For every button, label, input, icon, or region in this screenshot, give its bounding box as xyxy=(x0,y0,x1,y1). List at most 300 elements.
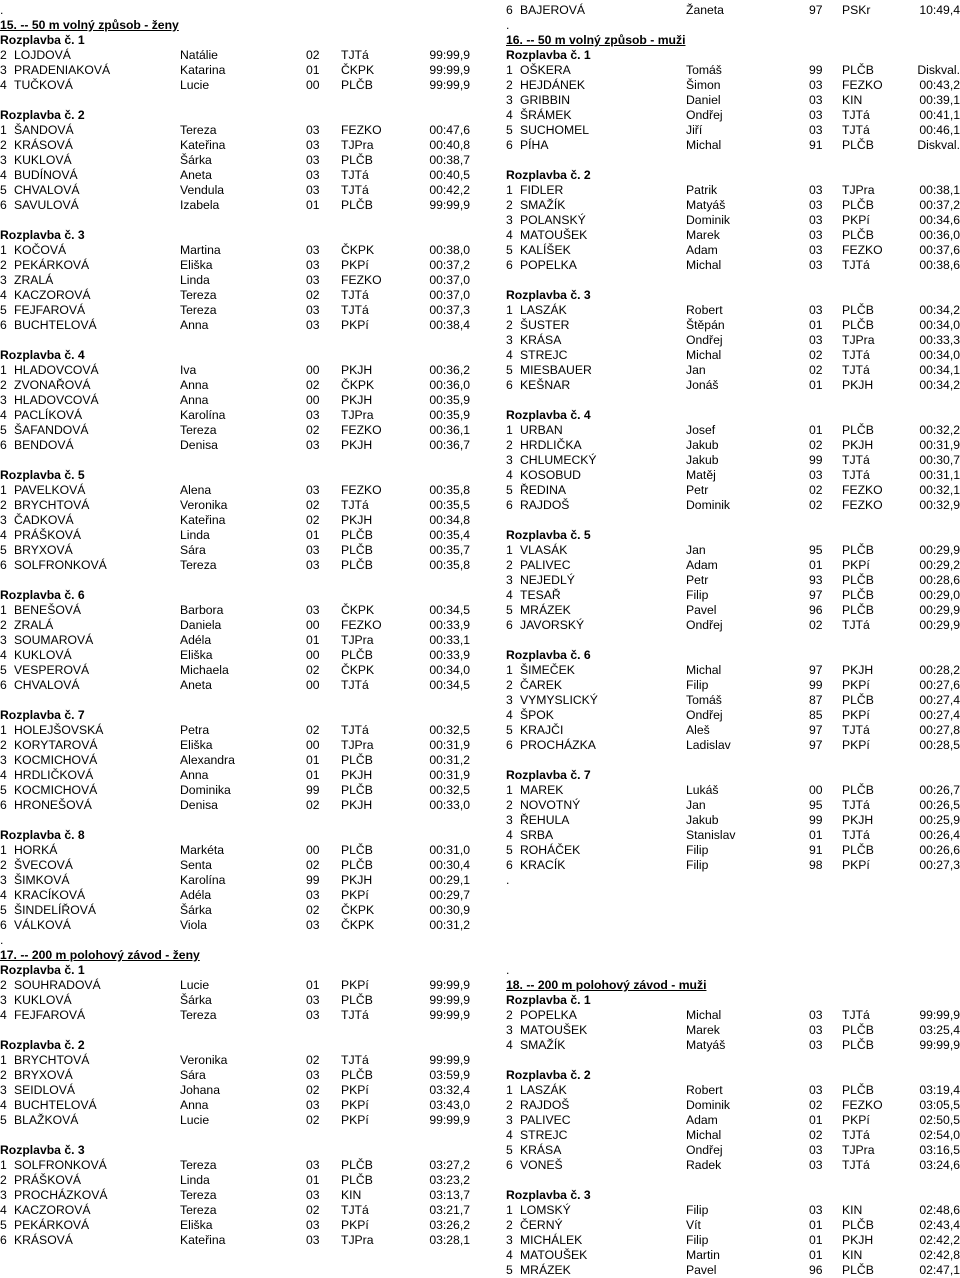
result-name: Ondřej xyxy=(686,108,723,122)
result-time: 00:37,2 xyxy=(919,198,960,212)
result-name: Denisa xyxy=(180,438,218,452)
result-year: 03 xyxy=(306,1188,320,1202)
result-time: 00:34,1 xyxy=(919,363,960,377)
result-row xyxy=(506,828,960,843)
heat-title: Rozplavba č. 5 xyxy=(506,528,591,542)
result-year: 97 xyxy=(809,663,823,677)
result-row xyxy=(506,603,960,618)
result-surname: MRÁZEK xyxy=(520,1263,571,1277)
result-rank: 2 xyxy=(506,198,513,212)
result-row xyxy=(506,1008,960,1023)
result-name: Senta xyxy=(180,858,212,872)
result-year: 02 xyxy=(809,363,823,377)
result-surname: SOUHRADOVÁ xyxy=(14,978,101,992)
result-year: 87 xyxy=(809,693,823,707)
result-club: PKJH xyxy=(341,798,373,812)
result-name: Linda xyxy=(180,528,210,542)
result-name: Stanislav xyxy=(686,828,736,842)
result-row xyxy=(506,798,960,813)
result-year: 03 xyxy=(809,303,823,317)
result-name: Vendula xyxy=(180,183,225,197)
result-year: 00 xyxy=(809,783,823,797)
result-surname: ZVONAŘOVÁ xyxy=(14,378,91,392)
result-surname: LOJDOVÁ xyxy=(14,48,71,62)
result-time: 00:47,6 xyxy=(429,123,470,137)
result-name: Petr xyxy=(686,573,709,587)
result-row xyxy=(0,1233,470,1248)
result-club: PLČB xyxy=(341,1068,373,1082)
result-club: PLČB xyxy=(341,993,373,1007)
result-club: TJTá xyxy=(842,468,870,482)
result-surname: PALIVEC xyxy=(520,558,571,572)
result-surname: VESPEROVÁ xyxy=(14,663,90,677)
result-time: 03:19,4 xyxy=(919,1083,960,1097)
result-year: 95 xyxy=(809,798,823,812)
result-name: Ondřej xyxy=(686,618,723,632)
result-rank: 1 xyxy=(506,1083,513,1097)
result-time: 00:34,8 xyxy=(429,513,470,527)
result-rank: 2 xyxy=(506,798,513,812)
result-rank: 3 xyxy=(0,1188,7,1202)
result-surname: OŠKERA xyxy=(520,63,571,77)
result-row xyxy=(506,198,960,213)
result-time: 00:33,0 xyxy=(429,798,470,812)
result-time: 00:32,2 xyxy=(919,423,960,437)
result-rank: 2 xyxy=(0,258,7,272)
result-surname: MICHÁLEK xyxy=(520,1233,583,1247)
separator xyxy=(0,213,470,228)
result-rank: 3 xyxy=(506,213,513,227)
result-name: Michal xyxy=(686,1008,722,1022)
result-rank: 6 xyxy=(0,558,7,572)
result-surname: TESAŘ xyxy=(520,588,561,602)
result-year: 02 xyxy=(306,48,320,62)
result-year: 03 xyxy=(809,243,823,257)
result-row xyxy=(0,168,470,183)
result-time: Diskval. xyxy=(917,138,960,152)
result-row xyxy=(506,3,960,18)
result-row xyxy=(0,873,470,888)
result-name: Filip xyxy=(686,1233,709,1247)
result-name: Marek xyxy=(686,1023,720,1037)
result-time: 00:34,0 xyxy=(919,318,960,332)
result-club: TJTá xyxy=(341,288,369,302)
result-time: 00:30,7 xyxy=(919,453,960,467)
result-club: TJTá xyxy=(341,498,369,512)
result-surname: SOLFRONKOVÁ xyxy=(14,558,107,572)
result-name: Adéla xyxy=(180,633,212,647)
result-rank: 1 xyxy=(0,123,7,137)
result-row xyxy=(0,783,470,798)
result-name: Kateřina xyxy=(180,513,226,527)
result-name: Alena xyxy=(180,483,212,497)
separator xyxy=(0,693,470,708)
result-name: Žaneta xyxy=(686,3,724,17)
result-row xyxy=(506,1038,960,1053)
result-surname: PÍHA xyxy=(520,138,549,152)
result-club: PLČB xyxy=(842,1038,874,1052)
separator xyxy=(0,813,470,828)
result-name: Katarina xyxy=(180,63,226,77)
result-surname: PEKÁRKOVÁ xyxy=(14,1218,90,1232)
result-surname: PAVELKOVÁ xyxy=(14,483,86,497)
result-name: Tereza xyxy=(180,423,217,437)
result-year: 03 xyxy=(306,603,320,617)
result-rank: 5 xyxy=(506,483,513,497)
result-club: PLČB xyxy=(341,543,373,557)
result-time: 99:99,9 xyxy=(429,1008,470,1022)
result-surname: BAJEROVÁ xyxy=(520,3,586,17)
result-surname: VÁLKOVÁ xyxy=(14,918,71,932)
result-club: PLČB xyxy=(842,228,874,242)
result-surname: SUCHOMEL xyxy=(520,123,590,137)
result-surname: NOVOTNÝ xyxy=(520,798,581,812)
result-rank: 1 xyxy=(0,603,7,617)
result-name: Dominik xyxy=(686,498,731,512)
result-time: 03:59,9 xyxy=(429,1068,470,1082)
result-club: TJTá xyxy=(341,1203,369,1217)
result-name: Adam xyxy=(686,558,718,572)
result-surname: PEKÁRKOVÁ xyxy=(14,258,90,272)
result-club: FEZKO xyxy=(341,618,382,632)
result-row xyxy=(506,1143,960,1158)
result-time: 00:35,8 xyxy=(429,483,470,497)
result-club: FEZKO xyxy=(842,498,883,512)
result-rank: 6 xyxy=(0,318,7,332)
result-year: 02 xyxy=(809,618,823,632)
result-club: PLČB xyxy=(341,528,373,542)
result-name: Filip xyxy=(686,843,709,857)
result-rank: 1 xyxy=(0,483,7,497)
result-time: 00:28,2 xyxy=(919,663,960,677)
result-surname: ČERNÝ xyxy=(520,1218,563,1232)
result-rank: 3 xyxy=(506,1113,513,1127)
result-time: 00:36,7 xyxy=(429,438,470,452)
result-club: PKJH xyxy=(842,378,874,392)
result-rank: 6 xyxy=(506,858,513,872)
result-row xyxy=(0,1068,470,1083)
result-row xyxy=(506,543,960,558)
result-row xyxy=(506,453,960,468)
result-surname: HRONEŠOVÁ xyxy=(14,798,92,812)
result-rank: 3 xyxy=(0,1083,7,1097)
result-surname: KRÁSA xyxy=(520,333,562,347)
result-name: Tereza xyxy=(180,1203,217,1217)
result-time: 00:41,1 xyxy=(919,108,960,122)
result-rank: 4 xyxy=(0,1008,7,1022)
result-rank: 5 xyxy=(506,1263,513,1277)
result-surname: ŠAFANDOVÁ xyxy=(14,423,89,437)
result-time: 02:48,6 xyxy=(919,1203,960,1217)
result-club: TJTá xyxy=(842,618,870,632)
result-surname: ŠINDELÍŘOVÁ xyxy=(14,903,96,917)
result-row xyxy=(0,483,470,498)
result-club: TJTá xyxy=(842,798,870,812)
result-time: 02:43,4 xyxy=(919,1218,960,1232)
result-name: Ondřej xyxy=(686,1143,723,1157)
result-time: 00:33,3 xyxy=(919,333,960,347)
result-club: TJTá xyxy=(341,1008,369,1022)
result-row xyxy=(506,183,960,198)
result-surname: KRACÍKOVÁ xyxy=(14,888,86,902)
result-year: 03 xyxy=(809,93,823,107)
result-club: TJTá xyxy=(341,48,369,62)
result-rank: 3 xyxy=(0,63,7,77)
result-club: ČKPK xyxy=(341,603,375,617)
result-surname: KOSOBUD xyxy=(520,468,581,482)
result-name: Karolína xyxy=(180,408,226,422)
result-year: 98 xyxy=(809,858,823,872)
heat-title: Rozplavba č. 3 xyxy=(506,288,591,302)
result-year: 02 xyxy=(306,288,320,302)
result-club: FEZKO xyxy=(341,423,382,437)
result-name: Šimon xyxy=(686,78,721,92)
result-year: 03 xyxy=(306,558,320,572)
result-time: 00:46,1 xyxy=(919,123,960,137)
result-name: Jakub xyxy=(686,813,719,827)
result-row xyxy=(0,363,470,378)
result-club: ČKPK xyxy=(341,663,375,677)
result-year: 03 xyxy=(306,1008,320,1022)
result-surname: SRBA xyxy=(520,828,554,842)
separator xyxy=(0,1128,470,1143)
result-time: 00:35,9 xyxy=(429,408,470,422)
result-year: 02 xyxy=(809,348,823,362)
result-surname: MIESBAUER xyxy=(520,363,592,377)
result-row xyxy=(0,303,470,318)
result-name: Daniel xyxy=(686,93,721,107)
result-name: Eliška xyxy=(180,648,213,662)
separator xyxy=(506,513,960,528)
result-club: FEZKO xyxy=(842,483,883,497)
result-time: 00:37,0 xyxy=(429,288,470,302)
result-name: Sára xyxy=(180,543,206,557)
result-row xyxy=(506,1113,960,1128)
result-name: Anna xyxy=(180,768,209,782)
result-year: 03 xyxy=(306,153,320,167)
result-row xyxy=(506,678,960,693)
heat-title: Rozplavba č. 1 xyxy=(506,48,591,62)
separator xyxy=(506,633,960,648)
result-row xyxy=(0,993,470,1008)
result-year: 02 xyxy=(306,1053,320,1067)
result-year: 03 xyxy=(306,543,320,557)
heat-title: Rozplavba č. 7 xyxy=(0,708,85,722)
result-year: 03 xyxy=(306,993,320,1007)
result-name: Štěpán xyxy=(686,318,725,332)
result-row xyxy=(506,1218,960,1233)
result-name: Tereza xyxy=(180,1158,217,1172)
result-surname: CHVALOVÁ xyxy=(14,678,80,692)
result-surname: SOUMAROVÁ xyxy=(14,633,94,647)
heat-title: Rozplavba č. 2 xyxy=(0,1038,85,1052)
result-year: 02 xyxy=(306,663,320,677)
result-time: 00:27,8 xyxy=(919,723,960,737)
result-row xyxy=(0,918,470,933)
result-row xyxy=(0,318,470,333)
result-club: PLČB xyxy=(341,78,373,92)
result-name: Linda xyxy=(180,1173,210,1187)
result-year: 01 xyxy=(306,198,320,212)
result-row xyxy=(0,1218,470,1233)
separator xyxy=(506,393,960,408)
result-time: 00:34,2 xyxy=(919,378,960,392)
result-name: Jan xyxy=(686,543,706,557)
result-name: Veronika xyxy=(180,1053,228,1067)
result-time: 02:47,1 xyxy=(919,1263,960,1277)
result-time: 00:27,4 xyxy=(919,708,960,722)
result-time: 99:99,9 xyxy=(429,993,470,1007)
result-club: PKPí xyxy=(341,318,369,332)
result-year: 03 xyxy=(809,333,823,347)
result-rank: 6 xyxy=(506,738,513,752)
result-rank: 3 xyxy=(506,573,513,587)
separator xyxy=(506,273,960,288)
result-rank: 2 xyxy=(506,1008,513,1022)
result-surname: ROHÁČEK xyxy=(520,843,581,857)
result-club: TJTá xyxy=(842,348,870,362)
result-rank: 1 xyxy=(506,1203,513,1217)
result-year: 03 xyxy=(306,888,320,902)
result-row xyxy=(0,183,470,198)
heat-title: Rozplavba č. 2 xyxy=(0,108,85,122)
result-name: Michal xyxy=(686,138,722,152)
result-year: 01 xyxy=(809,1248,823,1262)
result-time: 03:05,5 xyxy=(919,1098,960,1112)
result-year: 02 xyxy=(809,438,823,452)
result-rank: 2 xyxy=(0,138,7,152)
result-rank: 2 xyxy=(0,498,7,512)
result-club: PKPí xyxy=(341,888,369,902)
result-year: 03 xyxy=(306,243,320,257)
result-row xyxy=(0,513,470,528)
result-rank: 6 xyxy=(506,1158,513,1172)
result-time: 00:42,2 xyxy=(429,183,470,197)
separator xyxy=(0,93,470,108)
result-name: Lukáš xyxy=(686,783,719,797)
result-rank: 3 xyxy=(0,753,7,767)
result-rank: 1 xyxy=(0,363,7,377)
result-club: PLČB xyxy=(341,558,373,572)
result-surname: ZRALÁ xyxy=(14,618,54,632)
result-club: PSKr xyxy=(842,3,871,17)
result-row xyxy=(0,888,470,903)
result-rank: 4 xyxy=(0,408,7,422)
result-time: 99:99,9 xyxy=(429,978,470,992)
result-surname: SAVULOVÁ xyxy=(14,198,79,212)
result-row xyxy=(506,783,960,798)
separator xyxy=(506,933,960,948)
result-year: 03 xyxy=(306,1158,320,1172)
result-time: 00:31,2 xyxy=(429,918,470,932)
result-club: PKPí xyxy=(341,258,369,272)
result-name: Natálie xyxy=(180,48,218,62)
result-surname: HLADOVCOVÁ xyxy=(14,393,99,407)
result-name: Karolína xyxy=(180,873,226,887)
result-row xyxy=(0,618,470,633)
result-time: 00:35,9 xyxy=(429,393,470,407)
result-year: 99 xyxy=(306,873,320,887)
result-row xyxy=(506,63,960,78)
result-surname: BRYXOVÁ xyxy=(14,1068,73,1082)
result-year: 03 xyxy=(809,123,823,137)
result-surname: VYMYSLICKÝ xyxy=(520,693,598,707)
result-rank: 2 xyxy=(506,558,513,572)
result-name: Eliška xyxy=(180,258,213,272)
result-club: PLČB xyxy=(341,198,373,212)
result-time: 00:40,5 xyxy=(429,168,470,182)
result-row xyxy=(0,738,470,753)
result-row xyxy=(506,1158,960,1173)
result-row xyxy=(506,243,960,258)
result-name: Izabela xyxy=(180,198,220,212)
result-surname: POLANSKÝ xyxy=(520,213,586,227)
result-club: PKJH xyxy=(341,393,373,407)
result-club: KIN xyxy=(842,1203,863,1217)
result-year: 99 xyxy=(809,678,823,692)
result-time: 03:16,5 xyxy=(919,1143,960,1157)
result-time: 00:38,4 xyxy=(429,318,470,332)
result-time: 00:38,7 xyxy=(429,153,470,167)
result-time: 03:24,6 xyxy=(919,1158,960,1172)
result-name: Pavel xyxy=(686,603,717,617)
result-time: 00:35,4 xyxy=(429,528,470,542)
heat-title: Rozplavba č. 1 xyxy=(506,993,591,1007)
result-rank: 1 xyxy=(506,423,513,437)
result-club: ČKPK xyxy=(341,903,375,917)
result-club: PLČB xyxy=(842,843,874,857)
result-row xyxy=(0,768,470,783)
result-club: PLČB xyxy=(842,198,874,212)
result-time: 00:32,5 xyxy=(429,783,470,797)
result-club: PLČB xyxy=(842,318,874,332)
result-time: 00:36,2 xyxy=(429,363,470,377)
result-club: PKPí xyxy=(842,558,870,572)
result-name: Daniela xyxy=(180,618,222,632)
result-rank: 4 xyxy=(506,468,513,482)
result-rank: 4 xyxy=(0,888,7,902)
result-name: Tereza xyxy=(180,1008,217,1022)
result-club: TJTá xyxy=(341,678,369,692)
result-rank: 4 xyxy=(0,78,7,92)
result-name: Eliška xyxy=(180,1218,213,1232)
result-club: TJTá xyxy=(842,723,870,737)
result-club: FEZKO xyxy=(842,243,883,257)
result-name: Filip xyxy=(686,588,709,602)
result-name: Anna xyxy=(180,393,209,407)
result-name: Jan xyxy=(686,363,706,377)
result-rank: 3 xyxy=(506,1023,513,1037)
result-surname: LASZÁK xyxy=(520,1083,567,1097)
result-surname: MRÁZEK xyxy=(520,603,571,617)
result-club: PLČB xyxy=(842,1023,874,1037)
result-club: PLČB xyxy=(341,843,373,857)
result-club: KIN xyxy=(842,1248,863,1262)
result-time: 00:36,1 xyxy=(429,423,470,437)
result-surname: PROCHÁZKA xyxy=(520,738,596,752)
result-club: PLČB xyxy=(842,1263,874,1277)
result-club: PLČB xyxy=(842,1218,874,1232)
result-rank: 4 xyxy=(0,528,7,542)
result-row xyxy=(506,258,960,273)
result-year: 02 xyxy=(809,1128,823,1142)
result-time: 03:27,2 xyxy=(429,1158,470,1172)
result-name: Adam xyxy=(686,243,718,257)
result-name: Jonáš xyxy=(686,378,719,392)
result-surname: KRÁSOVÁ xyxy=(14,1233,73,1247)
result-club: TJPra xyxy=(341,408,374,422)
result-time: 00:33,9 xyxy=(429,618,470,632)
